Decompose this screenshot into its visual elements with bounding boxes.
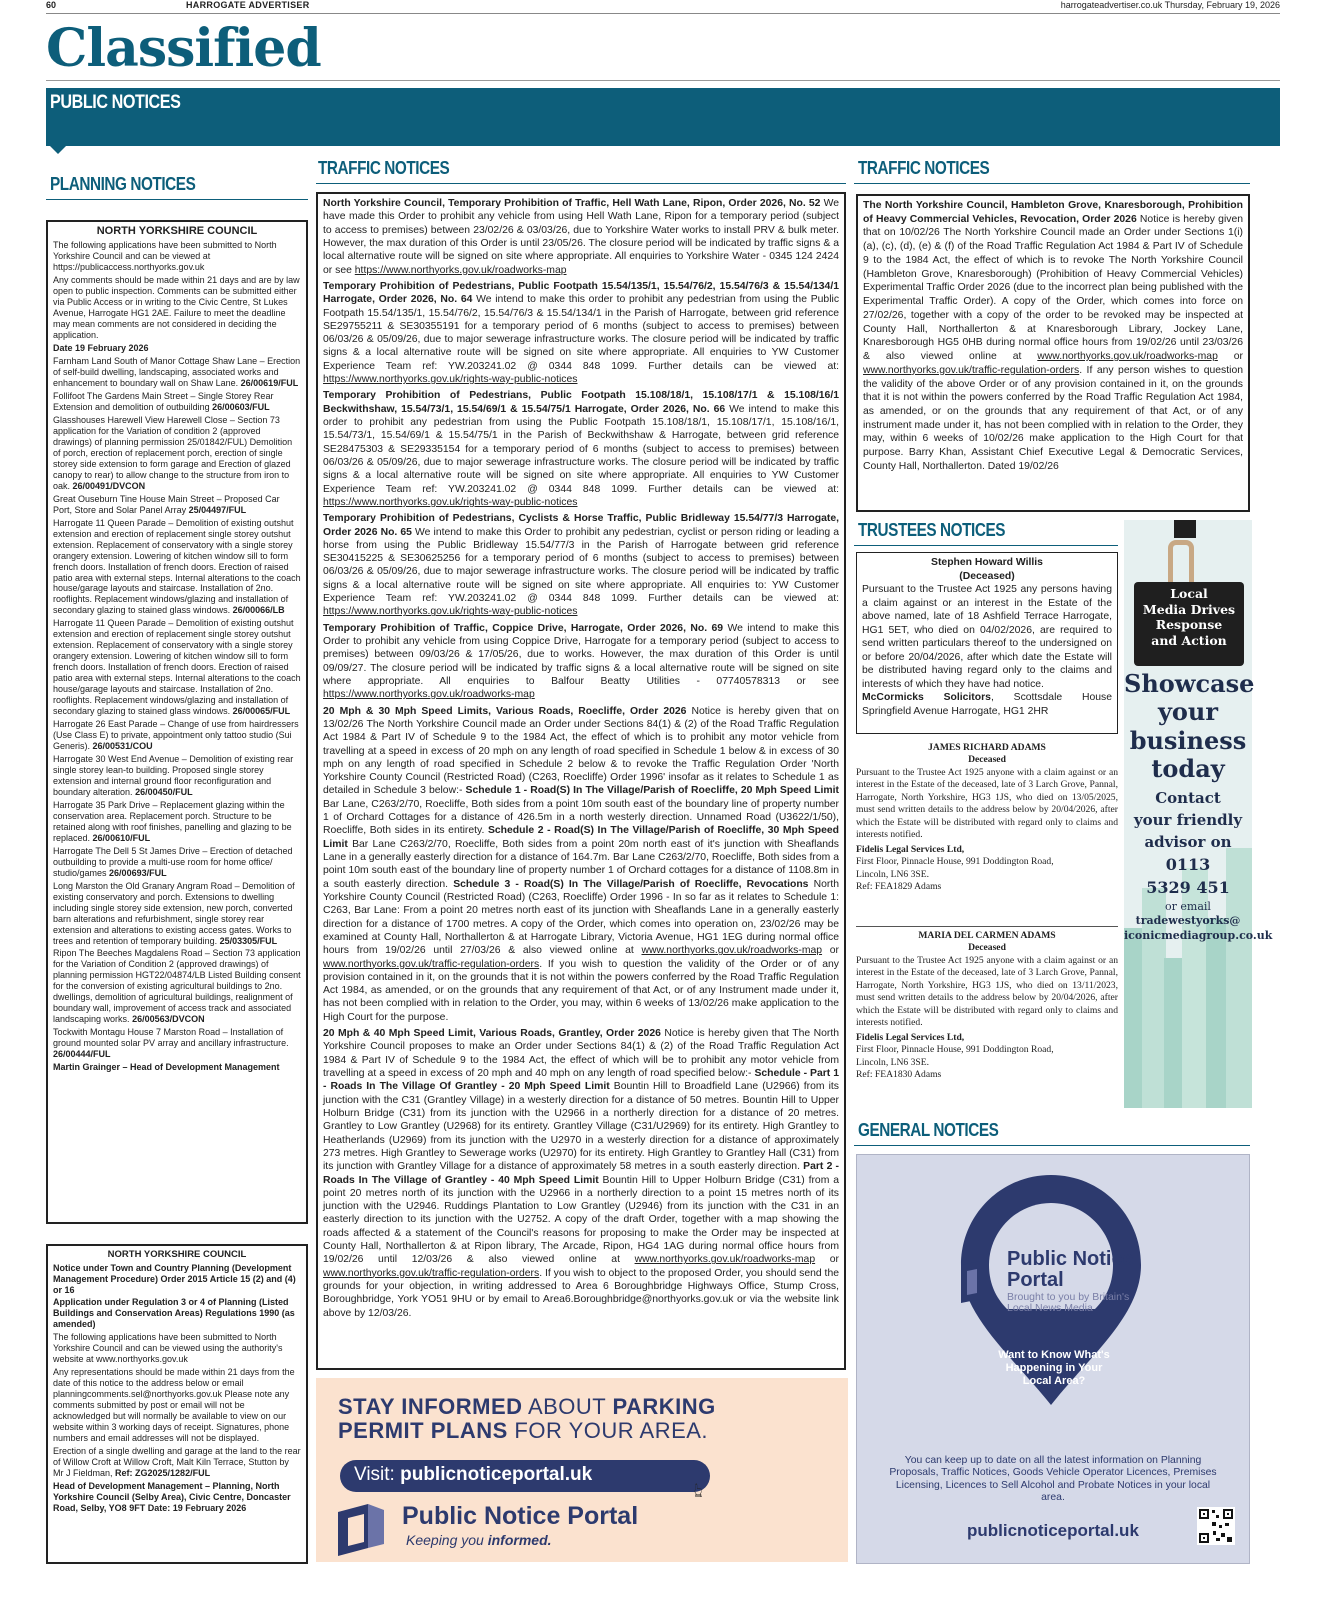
show-line: Showcase bbox=[1124, 669, 1255, 698]
hambleton-body-end: . If any person wishes to question the validity of the above Order or of any provision contained in it, on the grounds that it is not within the powers conferred by the Road Traffic Regulation Act 1984, as amended, or on the grounds that any requirement of that Act, or of any instrument made under it, has not been complied with in relation to the Order, they may, within 6 weeks of 10/02/26 make application to the High Court for that purpose. Barry Khan, Assistant Chief Executive Legal & Democratic Services, County Hall, Northallerton. Dated 19/02/26 bbox=[863, 364, 1243, 472]
traffic-heading-rule bbox=[316, 183, 846, 184]
council-title: NORTH YORKSHIRE COUNCIL bbox=[96, 225, 258, 237]
application-text: Ripon The Beeches Magdalens Road – Section 73 application for the Variation of Condition 2 (approved drawings) of planning permission HGT22/04874/LB Listed Building consent for the conversion of existing agricultural buildings to 2no. dwellings, demolition of agricultural buildings, realignment of boundary wall, improvement of access track and associated landscaping works. bbox=[53, 948, 301, 1025]
ad-headline-line-2 bbox=[338, 1418, 708, 1444]
question-line: Local Area? bbox=[1022, 1375, 1086, 1388]
portal-name-line: Portal bbox=[1007, 1269, 1064, 1291]
notice-body-66: We intend to make this order to prohibit any pedestrian from using the Public Footpath 15.108/18/1, 15.108/17/1, 15.108/16/1, 15.54/73/1, 15.54/69/1 & 15.54/75/1 in the Parish of Beckwithshaw & Harrogate, between grid reference SE28475303 & SE29335154 for a temporary period of 6 months (subject to access to premises) between 06/03/26 & 05/09/26, due to major sewerage infrastructure works. The closure period will be indicated by traffic signs & a local alternative route will be signed on site where appropriate. All enquiries to YW Customer Experience Team ref: YW.203241.02 @ 0344 848 1099. Further details can be viewed at: bbox=[323, 403, 840, 495]
application-item bbox=[53, 494, 301, 516]
briefcase-icon bbox=[1134, 582, 1244, 666]
application-text: Harrogate 11 Queen Parade – Demolition of existing outshut extension and erection of replacement single storey outshut extension. Replacement of conservatory with a single storey orangery extension. Lowering of kitchen window sill to form french doors. Installation of french doors. Erection of raised patio area with external steps. Internal alterations to the coach house/garage layouts and staircase. Installation of 2no. rooflights. Replacement windows/glazing and installation of secondary glazing to stained glass windows. bbox=[53, 517, 301, 616]
planning-notice-box-1 bbox=[46, 220, 308, 1224]
notice-body-64: We intend to make this order to prohibit any pedestrian from using the Public Footpath 15.54/135/1, 15.54/76/2, 15.54/76/3 & 15.54/134/1 in the Parish of Harrogate, between grid reference SE29755211 & SE30355191 for a temporary period of 6 months (subject to access to premises) between 06/03/26 & 05/09/26, due to major sewerage infrastructure works. The closure period will be indicated by traffic signs & a local alternative route will be signed on site where appropriate. All enquiries to YW Customer Experience Team ref: YW.203241.02 @ 0344 848 1099. Further details can be viewed at: bbox=[323, 294, 840, 372]
paper-name: HARROGATE ADVERTISER bbox=[186, 0, 310, 10]
application-item bbox=[53, 415, 301, 492]
site-date: harrogateadvertiser.co.uk Thursday, February 19, 2026 bbox=[1060, 0, 1280, 10]
application-ref: 26/00563/DVCON bbox=[132, 1014, 205, 1025]
trustee-address-2: Lincoln, LN6 3SE. bbox=[856, 868, 930, 880]
trustee-firm: McCormicks Solicitors bbox=[862, 692, 991, 704]
public-notices-banner bbox=[46, 88, 1280, 146]
application-item bbox=[53, 881, 301, 947]
schedule-2-title: Schedule 2 - Road(S) In The Village/Parish of Roecliffe, 30 Mph Speed Limit bbox=[323, 825, 839, 850]
traffic-notices-heading: TRAFFIC NOTICES bbox=[318, 158, 450, 178]
portal-name-line: Public Notice bbox=[1007, 1248, 1134, 1270]
page-header-line bbox=[46, 0, 1280, 14]
ad-light: FOR YOUR AREA. bbox=[507, 1418, 709, 1443]
question-line: Happening in Your bbox=[1005, 1362, 1103, 1375]
visit-url: publicnoticeportal.uk bbox=[400, 1464, 593, 1485]
showcase-headline bbox=[1124, 669, 1255, 783]
phone-line: 0113 bbox=[1165, 855, 1211, 875]
trustee-firm: Fidelis Legal Services Ltd, bbox=[856, 843, 965, 855]
trustee-firm: Fidelis Legal Services Ltd, bbox=[856, 1031, 965, 1043]
contact-line: advisor on bbox=[1144, 832, 1232, 851]
parking-permit-ad[interactable] bbox=[316, 1378, 848, 1562]
link-roadworks-map[interactable]: www.northyorks.gov.uk/roadworks-map bbox=[641, 945, 823, 957]
briefcase-handle-icon bbox=[1168, 540, 1194, 584]
trustee-address-2: Lincoln, LN6 3SE. bbox=[856, 1056, 930, 1068]
trustee-name: JAMES RICHARD ADAMS bbox=[928, 742, 1046, 753]
hambleton-grove-notice bbox=[856, 194, 1250, 512]
email-line[interactable]: tradewestyorks@ bbox=[1135, 914, 1241, 928]
case-line: Response bbox=[1155, 617, 1223, 633]
traffic-right-rule bbox=[854, 183, 1250, 184]
show-line: today bbox=[1151, 753, 1225, 783]
general-rule bbox=[854, 1145, 1250, 1146]
traffic-notice-box bbox=[316, 192, 846, 1370]
application-text: Harrogate 11 Queen Parade – Demolition of existing outshut extension and erection of replacement single storey outshut extension. Replacement of conservatory with a single storey orangery extension. Lowering of kitchen window sill to form french doors. Installation of french doors. Erection of raised patio area with external steps. Internal alterations to the coach house/garage layouts and staircase. Installation of 2no. rooflights. Replacement windows/glazing and installation of secondary glazing to stained glass windows. bbox=[53, 618, 301, 717]
application-text: Farnham Land South of Manor Cottage Shaw Lane – Erection of self-build dwelling, landscaping, associated works and enhancement to boundary wall on Shaw Lane. bbox=[53, 356, 301, 389]
or-text: or bbox=[829, 945, 839, 957]
application-ref: 26/00531/COU bbox=[92, 741, 153, 752]
ad-bold: PERMIT PLANS bbox=[338, 1418, 508, 1443]
application-item bbox=[53, 754, 301, 798]
notice-end-roecliffe: . If you wish to question the validity of the Order or of any provision contained in it, on the grounds that it is not within the powers conferred by the Road Traffic Regulation Act 1984, as amended, or on the grounds that any requirement of that Act, or of any Instrument made under it, has not been complied with in relation to the Order, you may, within 6 weeks of 13/02/26 make application to the High Court for the purpose. bbox=[323, 958, 839, 1023]
link-traffic-orders[interactable]: www.northyorks.gov.uk/traffic-regulation-orders bbox=[323, 958, 540, 970]
notice-title-64: Temporary Prohibition of Pedestrians, Public Footpath 15.54/135/1, 15.54/76/2, 15.54/76/3 & 15.54/134/1 Harrogate, Order 2026, No. 64 bbox=[323, 280, 839, 306]
application-ref: 26/00619/FUL bbox=[240, 378, 299, 389]
notice-title-69: Temporary Prohibition of Traffic, Coppice Drive, Harrogate, Order 2026, No. 69 bbox=[323, 622, 724, 634]
hand-icon bbox=[1174, 520, 1196, 538]
masthead-rule bbox=[46, 80, 1280, 81]
tag-pre: Keeping you bbox=[406, 1532, 488, 1548]
schedule-3-body: North Yorkshire County Council (Restricted Road) (C263, Roecliffe) Order 1996 - In so far as it relates to Schedule 1: C263, Bar Lane: From a point 20 metres north east of its junction with Sheaflands Lane in a generally easterly direction for a distance of 1700 metres. A copy of the Order, which comes into operation on, 23/02/26 may be examined at County Hall, Northallerton & at Harrogate Library, Victoria Avenue, HG1 1EG during normal office hours from 19/02/26 until 27/03/26 & also viewed online at bbox=[323, 878, 839, 957]
planning-signoff: Martin Grainger – Head of Development Management bbox=[53, 1062, 280, 1073]
part-2-title: Part 2 - Roads In The Village of Grantley - 40 Mph Speed Limit bbox=[323, 1161, 839, 1186]
trustee-status: (Deceased) bbox=[959, 570, 1015, 582]
part-1-title: Schedule - Part 1 - Roads In The Village Of Grantley - 20 Mph Speed Limit bbox=[323, 1068, 840, 1093]
app-text: Erection of a single dwelling and garage at the land to the rear of Willow Croft at Willow Croft, Malt Kiln Terrace, Stutton by Mr J Fieldman, bbox=[53, 1446, 301, 1479]
trustee-ref: Ref: FEA1830 Adams bbox=[856, 1069, 942, 1081]
application-item bbox=[53, 618, 301, 717]
notice-article: Notice under Town and Country Planning (Development Management Procedure) Order 2015 Article 15 (2) and (4) or 16 bbox=[53, 1262, 296, 1295]
hambleton-title: The North Yorkshire Council, Hambleton Grove, Knaresborough, Prohibition of Heavy Commercial Vehicles, Revocation, Order 2026 bbox=[863, 200, 1243, 225]
qr-code-icon[interactable] bbox=[1197, 1507, 1235, 1545]
phone-line: 5329 451 bbox=[1146, 878, 1230, 898]
applications-list bbox=[53, 356, 301, 1060]
application-ref: 26/00693/FUL bbox=[109, 867, 167, 878]
link-roadworks-map[interactable]: https://www.northyorks.gov.uk/roadworks-map bbox=[354, 264, 567, 276]
planning-date: Date 19 February 2026 bbox=[53, 343, 149, 354]
portal-tagline bbox=[406, 1532, 552, 1548]
trustee-body: Pursuant to the Trustee Act 1925 anyone with a claim against or an interest in the Estate of the deceased, late of 3 Larch Grove, Pannal, Harrogate, North Yorkshire, HG3 1JS, who died on 13/05/2025, must send written details to the address below by 20/04/2026, after which the Estate will be distributed with regard only to claims and interests notified. bbox=[856, 766, 1118, 841]
notice-title-52: North Yorkshire Council, Temporary Prohibition of Traffic, Hell Wath Lane, Ripon, Order 2026, No. 52 bbox=[323, 198, 821, 209]
ad-bold: PARKING bbox=[612, 1394, 716, 1419]
part-2-body: Bountin Hill to Upper Holburn Bridge (C31) from a point 20 metres north of its junction with the U2966 in a northerly direction to a point 15 metres north of its junction with the U2946. Ruddings Plantation to Low Grantley (U2946) from its junction with the C31 in an easterly direction to its junction with the U2752. A copy of the draft Order, together with a map showing the roads affected & a statement of the Council's reasons for proposing to make the Order may be inspected at County Hall, Northallerton & at Ripon library, The Arcade, Ripon, HG4 1AG during normal office hours from 19/02/26 until 12/03/26 & also viewed online at bbox=[323, 1174, 839, 1266]
application-ref: 26/00066/LB bbox=[232, 605, 285, 616]
portal-logo-icon bbox=[338, 1504, 384, 1556]
schedule-3-title: Schedule 3 - Road(S) In The Village/Parish of Roecliffe, Revocations bbox=[453, 878, 809, 890]
notice-body-65: We intend to make this Order to prohibit any pedestrian, cyclist or person riding or leading a horse from using the Public Bridleway 15.54/77/3 in the Parish of Harrogate between grid reference SE30415225 & SE30625256 for a temporary period of 6 months (subject to access to premises) between 06/03/26 & 05/09/26, due to major sewerage infrastructure works. The closure period will be indicated by traffic signs & a local alternative route will be signed on site where appropriate. All enquiries to: YW Customer Experience Team ref: YW.203241.02 @ 0344 848 1099. Further details can be viewed at: bbox=[323, 526, 839, 605]
portal-description: You can keep up to date on all the latest information on Planning Proposals, Traffic Notices, Goods Vehicle Operator Licences, Premises Licensing, Licences to Sell Alcohol and Probate Notices in your local area. bbox=[889, 1455, 1217, 1504]
trustees-rule bbox=[854, 545, 1118, 546]
or-text: or bbox=[1233, 351, 1244, 363]
local-media-ad[interactable] bbox=[1124, 520, 1273, 1108]
cursor-icon: 👆︎ bbox=[694, 1480, 703, 1502]
or-text: or bbox=[829, 1254, 839, 1266]
trustee-divider bbox=[856, 926, 1118, 927]
notice-title-65: Temporary Prohibition of Pedestrians, Cyclists & Horse Traffic, Public Bridleway 15.54/77/3 Harrogate, Order 2026 No. 65 bbox=[323, 513, 839, 538]
ad-bold: STAY INFORMED bbox=[338, 1394, 523, 1419]
application-text: Great Ouseburn Tine House Main Street – Proposed Car Port, Store and Solar Panel Array bbox=[53, 493, 280, 515]
portal-sub-line: Local News Media bbox=[1007, 1302, 1093, 1315]
link-roadworks-map[interactable]: www.northyorks.gov.uk/roadworks-map bbox=[634, 1254, 816, 1266]
application-ref: 26/00610/FUL bbox=[92, 832, 151, 843]
show-line: your bbox=[1157, 697, 1219, 727]
application-text: Follifoot The Gardens Main Street – Single Storey Rear Extension and demolition of outbuilding bbox=[53, 391, 274, 412]
application-ref: 25/03305/FUL bbox=[219, 935, 278, 946]
application-ref: 26/00603/FUL bbox=[212, 401, 270, 412]
application-text: Harrogate 26 East Parade – Change of use from hairdressers (Use Class E) to private, appointment only tattoo studio (Sui Generis). bbox=[53, 719, 299, 752]
planning-intro: The following applications have been submitted to North Yorkshire Council and can be viewed at https://publicaccess.northyorks.gov.uk bbox=[53, 240, 277, 273]
application-text: Harrogate The Dell 5 St James Drive – Erection of detached outbuilding to provide a multi-use room for home office/ studio/games bbox=[53, 845, 293, 878]
application-item bbox=[53, 719, 301, 752]
notice-title-66: Temporary Prohibition of Pedestrians, Public Footpath 15.108/18/1, 15.108/17/1 & 15.108/16/1 Beckwithshaw, 15.54/73/1, 15.54/69/1 & 15.54/75/1 Harrogate, Order 2026, No. 66 bbox=[323, 390, 839, 415]
planning-heading-rule bbox=[46, 199, 308, 200]
application-text: Harrogate 35 Park Drive – Replacement glazing within the conservation area. Replacement porch. Structure to be retained along with roof finishes, panelling and glazing to be replaced. bbox=[53, 799, 292, 843]
planning-signoff-2: Head of Development Management – Planning, North Yorkshire Council (Selby Area), Civic Centre, Doncaster Road, Selby, YO8 9FT Date: 19 February 2026 bbox=[53, 1480, 291, 1513]
application-ref: 26/00450/FUL bbox=[135, 786, 193, 797]
notice-body-69: We intend to make this Order to prohibit any vehicle from using Coppice Drive, Harrogate for a temporary period (subject to access to premises) between 09/03/26 & 17/05/26, due to works. However, the max duration of this Order is until 09/09/27. The closure period will be indicated by traffic signs & a local alternative route will be signed on site where appropriate. All enquiries to Balfour Beatty Utilities - 07740578313 or see bbox=[323, 622, 840, 687]
masthead-title: Classified bbox=[46, 18, 321, 79]
banner-title: PUBLIC NOTICES bbox=[50, 92, 181, 113]
traffic-notices-heading-right: TRAFFIC NOTICES bbox=[858, 158, 990, 178]
notice-title-grantley: 20 Mph & 40 Mph Speed Limit, Various Roads, Grantley, Order 2026 bbox=[323, 1028, 661, 1040]
hambleton-body: Notice is hereby given that on 10/02/26 The North Yorkshire Council made an Order under Sections 1(i) (a), (c), (d), (e) & (f) of the Road Traffic Regulation Act 1984 & Part IV of Schedule 9 to the 1984 Act, the effect of which is to revoke The North Yorkshire Council (Hambleton Grove, Knaresborough) (Prohibition of Heavy Commercial Vehicles) Experimental Traffic Order 2026 (due to the incorrect plan being published with the Experimental Traffic Order). A copy of the Order, which comes into force on 27/02/26, together with a copy of the order to be revoked may be inspected at County Hall, Northallerton & at Knaresborough Library, Jockey Lane, Knaresborough HG5 0HB during normal office hours from 19/02/26 until 23/03/26 & also viewed online at bbox=[863, 213, 1244, 363]
portal-url[interactable]: publicnoticeportal.uk bbox=[967, 1521, 1139, 1540]
link-roadworks-map[interactable]: www.northyorks.gov.uk/roadworks-map bbox=[1037, 351, 1218, 363]
schedule-2-body: Bar Lane C263/2/70, Roecliffe, Both sides from a point 20m north east of it's junction with Sheaflands Lane in a generally easterly direction for a distance of 164.7m. Bar Lane C263/2/70, Roecliffe, Both sides from a point 10m south east of the boundary line of property number 1 of Orchard cottages for a distance of 1108.8m in a south easterly direction. bbox=[323, 838, 839, 890]
application-text: Long Marston the Old Granary Angram Road – Demolition of existing conservatory and porch. Extensions to dwelling including single storey side extension, new porch, converted barn alterations and refurbishment, single storey rear extension and alterations to existing access gates. Works to trees and retention of temporary building. bbox=[53, 880, 295, 946]
portal-question bbox=[857, 1349, 1251, 1389]
planning-notice-box-2 bbox=[46, 1244, 308, 1564]
link-rights-way[interactable]: https://www.northyorks.gov.uk/rights-way-public-notices bbox=[323, 496, 578, 508]
planning-notices-heading: PLANNING NOTICES bbox=[50, 174, 196, 194]
page-number: 60 bbox=[46, 0, 57, 10]
email-line[interactable]: iconicmediagroup.co.uk bbox=[1124, 929, 1273, 943]
question-line: Want to Know What's bbox=[998, 1349, 1110, 1361]
part-1-body: Bountin Hill to Broadfield Lane (U2966) from its junction with the C31 (Grantley Village) in a westerly direction for a distance of 50 metres. Bountin Hill to Upper Holburn Bridge (C31) from its junction with the U2966 in a northerly direction for a distance of 20 metres. Grantley to Low Grantley (U2968) for its entirety. Grantley Village (C31/U2969) for its entirety. High Grantley to Heatherlands (U2969) from its junction with the U2970 in a westerly direction for a distance of approximately 273 metres. High Grantley to Sewerage works (U2970) for its entirety. High Grantley to Grantley Hall (C31) from its junction with Grantley Village for a distance of approximately 58 metres in a south easterly direction. bbox=[323, 1081, 839, 1173]
ad-headline-line-1 bbox=[338, 1394, 716, 1420]
contact-block bbox=[1124, 788, 1273, 944]
show-line: business bbox=[1129, 725, 1247, 755]
trustee-address: , Scottsdale House Springfield Avenue Harrogate, HG1 2HR bbox=[862, 692, 1113, 717]
application-ref: 26/00491/DVCON bbox=[72, 480, 146, 491]
application-ref: 25/04497/FUL bbox=[188, 504, 247, 515]
planning-comments: Any comments should be made within 21 days and are by law open to public inspection. Comments can be submitted either via Public Access or in writing to the Civic Centre, St Lukes Avenue, Harrogate HG1 2AE. Failure to meet the deadline may mean comments are not considered in deciding the application. bbox=[53, 275, 300, 341]
application-text: Glasshouses Harewell View Harewell Close – Section 73 application for the Variation of condition 2 (approved drawings) of planning permission 25/01842/FUL) Demolition of porch, erection of replacement porch, erection of single storey side extension to form garage and Erection of glazed canopy to rear) to allow change to the structure from iron to oak. bbox=[53, 414, 293, 491]
portal-name bbox=[1007, 1249, 1134, 1291]
application-item bbox=[53, 518, 301, 617]
notice-body-roecliffe: Notice is hereby given that on 13/02/26 The North Yorkshire Council made an Order under Sections 84(1) & (2) of the Road Traffic Regulation Act 1984 & Part IV of Schedule 9 to the 1984 Act, the effect of which is to prohibit any motor vehicle from travelling at a speed in excess of 20 mph on any length of road specified in Schedule 1 below & in excess of 30 mph on any length of road specified in Schedule 2 below & to revoke the Traffic Regulation Order 'North Yorkshire County Council (Restricted Road) (C263, Roecliffe) Order 1996' insofar as it relates to Schedule 1 as detailed in Schedule 3 below:- bbox=[323, 705, 839, 797]
application-item bbox=[53, 800, 301, 844]
trustee-name: MARIA DEL CARMEN ADAMS bbox=[918, 930, 1056, 941]
ad-light: ABOUT bbox=[522, 1394, 613, 1419]
link-traffic-orders[interactable]: www.northyorks.gov.uk/traffic-regulation-orders bbox=[323, 1267, 540, 1279]
public-notice-portal-ad[interactable] bbox=[856, 1154, 1250, 1564]
portal-subtitle bbox=[1007, 1292, 1129, 1314]
link-rights-way[interactable]: https://www.northyorks.gov.uk/rights-way-public-notices bbox=[323, 606, 578, 618]
contact-line: your friendly bbox=[1133, 810, 1243, 829]
notice-body-grantley: Notice is hereby given that The North Yorkshire Council proposes to make an Order under Sections 84(1) & (2) of the Road Traffic Regulation Act 1984 & Part IV of Schedule 9 to the 1984 Act, the effect of which will be to prohibit any motor vehicle from travelling at a speed in excess of 20 mph and 40 mph on any length of road specified below:- bbox=[323, 1028, 839, 1079]
trustees-notices-heading: TRUSTEES NOTICES bbox=[858, 520, 1006, 540]
link-rights-way[interactable]: https://www.northyorks.gov.uk/rights-way-public-notices bbox=[323, 374, 578, 386]
notice-end-grantley: . If you wish to object to the proposed Order, you should send the grounds for your objection, in writing addressed to Area 6 Boroughbridge Highways Office, Stump Cross, Boroughbridge, York YO51 9HU or by email to Area6.Boroughbridge@northyorks.gov.uk or via the website link above by 12/03/26. bbox=[323, 1267, 839, 1319]
trustee-ref: Ref: FEA1829 Adams bbox=[856, 881, 942, 893]
council-title-2: NORTH YORKSHIRE COUNCIL bbox=[107, 1249, 247, 1260]
trustee-status: Deceased bbox=[968, 754, 1006, 766]
planning-intro-2: The following applications have been submitted to North Yorkshire Council and can be viewed using the authority's website at www.northyorks.gov.uk bbox=[53, 1332, 283, 1365]
trustee-notice-willis bbox=[856, 552, 1118, 734]
application-text: Harrogate 30 West End Avenue – Demolition of existing rear single storey lean-to building. Proposed single storey extension and internal ground floor reconfiguration and boundary alteration. bbox=[53, 754, 294, 797]
trustee-notice-maria-adams bbox=[856, 930, 1118, 1082]
schedule-1-title: Schedule 1 - Road(S) In The Village/Parish of Roecliffe, 20 Mph Speed Limit bbox=[465, 785, 839, 797]
planning-reps: Any representations should be made within 21 days from the date of this notice to the address below or email planningcomments.sel@northyorks.gov.uk Please note any comments submitted by post or email will not be acknowledged but will normally be available to view on our website within 3 working days of receipt. Signatures, phone numbers and email addresses will not be displayed. bbox=[53, 1367, 295, 1444]
contact-line: Contact bbox=[1155, 789, 1221, 807]
application-item bbox=[53, 1027, 301, 1060]
trustee-name: Stephen Howard Willis bbox=[931, 557, 1043, 568]
trustee-notice-james-adams bbox=[856, 742, 1118, 894]
case-line: and Action bbox=[1151, 632, 1227, 648]
tag-bold: informed. bbox=[487, 1532, 552, 1548]
application-item bbox=[53, 391, 301, 413]
trustee-body: Pursuant to the Trustee Act 1925 any persons having a claim against or an interest in the Estate of the above named, late of 18 Ashfield Terrace Harrogate, HG1 5ET, who died on 04/02/2026, are required to send written particulars thereof to the undersigned on or before 20/04/2026, after which date the Estate will be distributed having regard only to the claims and interests of which they have had notice. bbox=[862, 584, 1112, 690]
link-traffic-orders[interactable]: www.northyorks.gov.uk/traffic-regulation-orders bbox=[863, 364, 1080, 376]
visit-label: Visit: bbox=[354, 1464, 401, 1485]
notice-regulation: Application under Regulation 3 or 4 of Planning (Listed Buildings and Conservation Areas) Regulations 1990 (as amended) bbox=[53, 1297, 295, 1330]
email-label: or email bbox=[1165, 899, 1211, 913]
general-notices-heading: GENERAL NOTICES bbox=[858, 1120, 999, 1140]
notice-body-52: We have made this Order to prohibit any vehicle from using Hell Wath Lane, Ripon for a temporary period (subject to access to premises) between 23/02/26 & 03/03/26, due to Yorkshire Water works to install PRV & bulk meter. However, the max duration of this Order is until 23/05/26. The closure period will be indicated by traffic signs & a local alternative route will be signed on site where appropriate. All enquiries to Yorkshire Water - 0345 124 2424 or see bbox=[323, 198, 840, 276]
portal-sub-line: Brought to you by Britain's bbox=[1007, 1291, 1130, 1303]
case-line: Media Drives bbox=[1142, 601, 1236, 617]
banner-notch bbox=[50, 146, 66, 154]
application-ref: 26/00065/FUL bbox=[232, 706, 291, 717]
link-roadworks-map[interactable]: https://www.northyorks.gov.uk/roadworks-map bbox=[323, 689, 535, 701]
schedule-1-body: Bar Lane, C263/2/70, Roecliffe, Both sides from a point 10m south east of the boundary line of property number 1 of Orchard Cottages for a distance of 426.5m in a north westerly direction. Unnamed Road (U3622/1/50), Roecliffe, Both sides in its entirety. bbox=[323, 798, 839, 837]
application-item bbox=[53, 356, 301, 389]
app-ref: Ref: ZG2025/1282/FUL bbox=[115, 1468, 211, 1479]
application-ref: 26/00444/FUL bbox=[53, 1049, 111, 1060]
trustee-status: Deceased bbox=[968, 942, 1006, 954]
application-text: Tockwith Montagu House 7 Marston Road – Installation of ground mounted solar PV array and ancillary infrastructure. bbox=[53, 1027, 289, 1049]
trustee-address-1: First Floor, Pinnacle House, 991 Doddington Road, bbox=[856, 1044, 1054, 1056]
visit-url-pill[interactable] bbox=[340, 1460, 710, 1492]
application-item bbox=[53, 846, 301, 879]
case-line: Local bbox=[1170, 586, 1208, 601]
portal-brand-name: Public Notice Portal bbox=[402, 1502, 639, 1530]
application-item bbox=[53, 948, 301, 1025]
trustee-address-1: First Floor, Pinnacle House, 991 Doddington Road, bbox=[856, 856, 1054, 868]
trustee-body: Pursuant to the Trustee Act 1925 anyone with a claim against or an interest in the Estate of the deceased, late of 3 Larch Grove, Pannal, Harrogate, North Yorkshire, HG3 1JS, who died on 13/11/2023, must send written details to the address below by 20/04/2026, after which the Estate will be distributed with regard only to claims and interests notified. bbox=[856, 954, 1118, 1029]
notice-title-roecliffe: 20 Mph & 30 Mph Speed Limits, Various Roads, Roecliffe, Order 2026 bbox=[323, 705, 687, 717]
